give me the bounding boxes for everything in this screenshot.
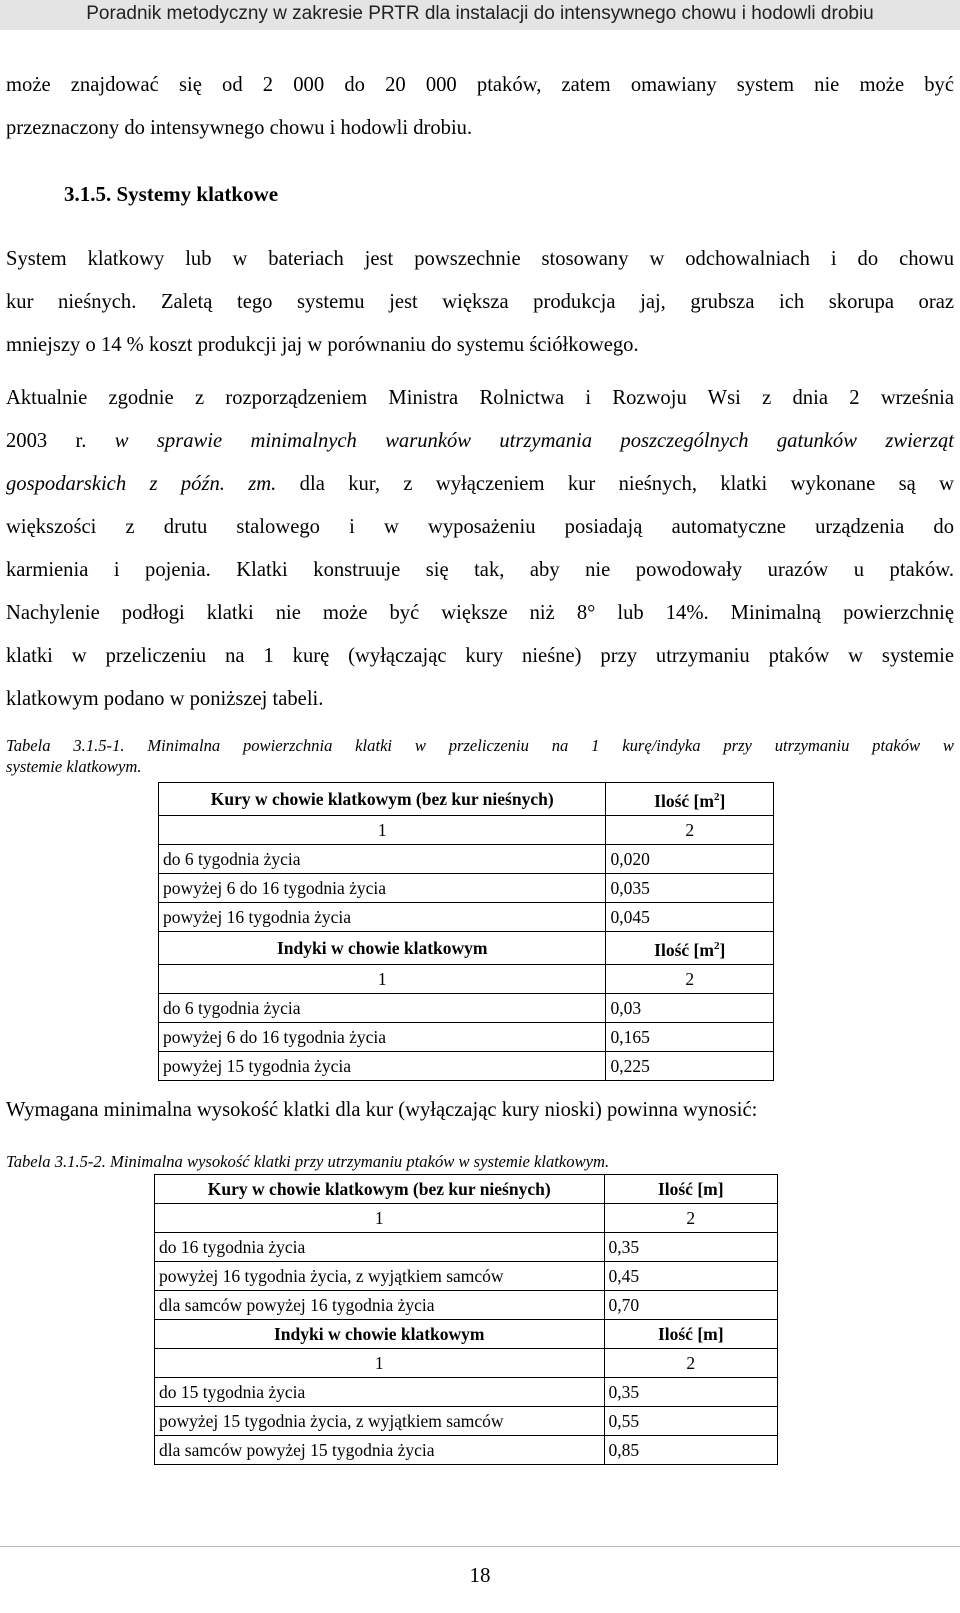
body-line: Aktualnie zgodnie z rozporządzeniem Ministra Rolnictwa i Rozwoju Wsi z dnia 2 września (6, 387, 954, 409)
table-row (155, 1233, 778, 1262)
row-label: powyżej 15 tygodnia życia, z wyjątkiem samców (155, 1407, 605, 1436)
row-value: 0,045 (606, 902, 774, 931)
table-row (159, 1022, 774, 1051)
table-caption: Tabela 3.1.5-1. Minimalna powierzchnia klatki w przeliczeniu na 1 kurę/indyka przy utrzymaniu ptaków w (6, 736, 954, 755)
table-row (155, 1436, 778, 1465)
row-value: 0,70 (604, 1291, 778, 1320)
table-min-area (158, 782, 774, 1081)
column-header: Ilość $[m^2]$ (606, 783, 774, 816)
body-text: dla kur, z wyłączeniem kur nieśnych, klatki wykonane są w (276, 473, 954, 495)
body-line: przeznaczony do intensywnego chowu i hodowli drobiu. (6, 117, 473, 139)
row-value: 0,035 (606, 873, 774, 902)
table-row (159, 873, 774, 902)
body-line: kur nieśnych. Zaletą tego systemu jest większa produkcja jaj, grubsza ich skorupa oraz (6, 291, 954, 313)
column-number: 1 (159, 964, 606, 993)
section-heading: 3.1.5. Systemy klatkowe (64, 182, 279, 206)
row-value: 0,55 (604, 1407, 778, 1436)
regulation-title: w sprawie minimalnych warunków utrzymania poszczególnych gatunków zwierząt (114, 430, 954, 452)
table-caption: systemie klatkowym. (6, 757, 142, 776)
row-label: do 16 tygodnia życia (155, 1233, 605, 1262)
column-number-row (155, 1349, 778, 1378)
regulation-title: gospodarskich z późn. zm. (6, 473, 277, 495)
table-min-height (154, 1174, 778, 1465)
table-row (159, 902, 774, 931)
column-header: Ilość $[m^2]$ (606, 931, 774, 964)
column-number: 2 (606, 815, 774, 844)
column-number: 2 (604, 1349, 778, 1378)
column-header: Ilość [m] (604, 1320, 778, 1349)
row-value: 0,45 (604, 1262, 778, 1291)
body-line: klatki w przeliczeniu na 1 kurę (wyłączając kury nieśne) przy utrzymaniu ptaków w systemie (6, 645, 954, 667)
column-number: 1 (159, 815, 606, 844)
body-line: Nachylenie podłogi klatki nie może być większe niż 8° lub 14%. Minimalną powierzchnię (6, 602, 954, 624)
column-header: Indyki w chowie klatkowym (155, 1320, 605, 1349)
table-caption: Tabela 3.1.5-2. Minimalna wysokość klatki przy utrzymaniu ptaków w systemie klatkowym. (6, 1152, 610, 1171)
body-text: 2003 r. (6, 430, 115, 452)
table-header-row (159, 783, 774, 816)
table-row (159, 844, 774, 873)
body-line-mixed (6, 420, 954, 463)
row-label: dla samców powyżej 16 tygodnia życia (155, 1291, 605, 1320)
table-header-row (155, 1175, 778, 1204)
column-number: 1 (155, 1204, 605, 1233)
column-number-row (159, 815, 774, 844)
body-line: mniejszy o 14 % koszt produkcji jaj w porównaniu do systemu ściółkowego. (6, 334, 639, 356)
page-number: 18 (469, 1563, 491, 1587)
body-line: klatkowym podano w poniższej tabeli. (6, 688, 324, 710)
table-row (155, 1262, 778, 1291)
row-label: dla samców powyżej 15 tygodnia życia (155, 1436, 605, 1465)
body-line: może znajdować się od 2 000 do 20 000 ptaków, zatem omawiany system nie może być (6, 74, 954, 96)
footer-divider (0, 1546, 960, 1547)
table-row (159, 1051, 774, 1080)
row-value: 0,165 (606, 1022, 774, 1051)
column-header: Indyki w chowie klatkowym (159, 931, 606, 964)
body-line: karmienia i pojenia. Klatki konstruuje się tak, aby nie powodowały urazów u ptaków. (6, 559, 954, 581)
row-label: powyżej 15 tygodnia życia (159, 1051, 606, 1080)
table-row (155, 1378, 778, 1407)
row-value: 0,35 (604, 1233, 778, 1262)
column-number-row (159, 964, 774, 993)
row-value: 0,020 (606, 844, 774, 873)
row-value: 0,35 (604, 1378, 778, 1407)
row-label: do 15 tygodnia życia (155, 1378, 605, 1407)
running-header-title: Poradnik metodyczny w zakresie PRTR dla instalacji do intensywnego chowu i hodowli drobiu (86, 3, 874, 24)
table-header-row (159, 931, 774, 964)
row-value: 0,03 (606, 993, 774, 1022)
table-row (159, 993, 774, 1022)
running-header (0, 0, 960, 30)
row-label: do 6 tygodnia życia (159, 844, 606, 873)
row-label: powyżej 6 do 16 tygodnia życia (159, 1022, 606, 1051)
column-number: 2 (604, 1204, 778, 1233)
table-header-row (155, 1320, 778, 1349)
column-number-row (155, 1204, 778, 1233)
row-label: do 6 tygodnia życia (159, 993, 606, 1022)
column-header: Ilość [m] (604, 1175, 778, 1204)
column-number: 1 (155, 1349, 605, 1378)
column-number: 2 (606, 964, 774, 993)
row-label: powyżej 16 tygodnia życia (159, 902, 606, 931)
row-label: powyżej 6 do 16 tygodnia życia (159, 873, 606, 902)
table-row (155, 1291, 778, 1320)
body-line: Wymagana minimalna wysokość klatki dla kur (wyłączając kury nioski) powinna wynosić: (6, 1099, 758, 1121)
row-label: powyżej 16 tygodnia życia, z wyjątkiem samców (155, 1262, 605, 1291)
table-row (155, 1407, 778, 1436)
column-header: Kury w chowie klatkowym (bez kur nieśnych) (155, 1175, 605, 1204)
row-value: 0,225 (606, 1051, 774, 1080)
body-line: większości z drutu stalowego i w wyposażeniu posiadają automatyczne urządzenia do (6, 516, 954, 538)
body-line-mixed (6, 463, 954, 506)
row-value: 0,85 (604, 1436, 778, 1465)
body-line: System klatkowy lub w bateriach jest powszechnie stosowany w odchowalniach i do chowu (6, 248, 954, 270)
column-header: Kury w chowie klatkowym (bez kur nieśnych) (159, 783, 606, 816)
